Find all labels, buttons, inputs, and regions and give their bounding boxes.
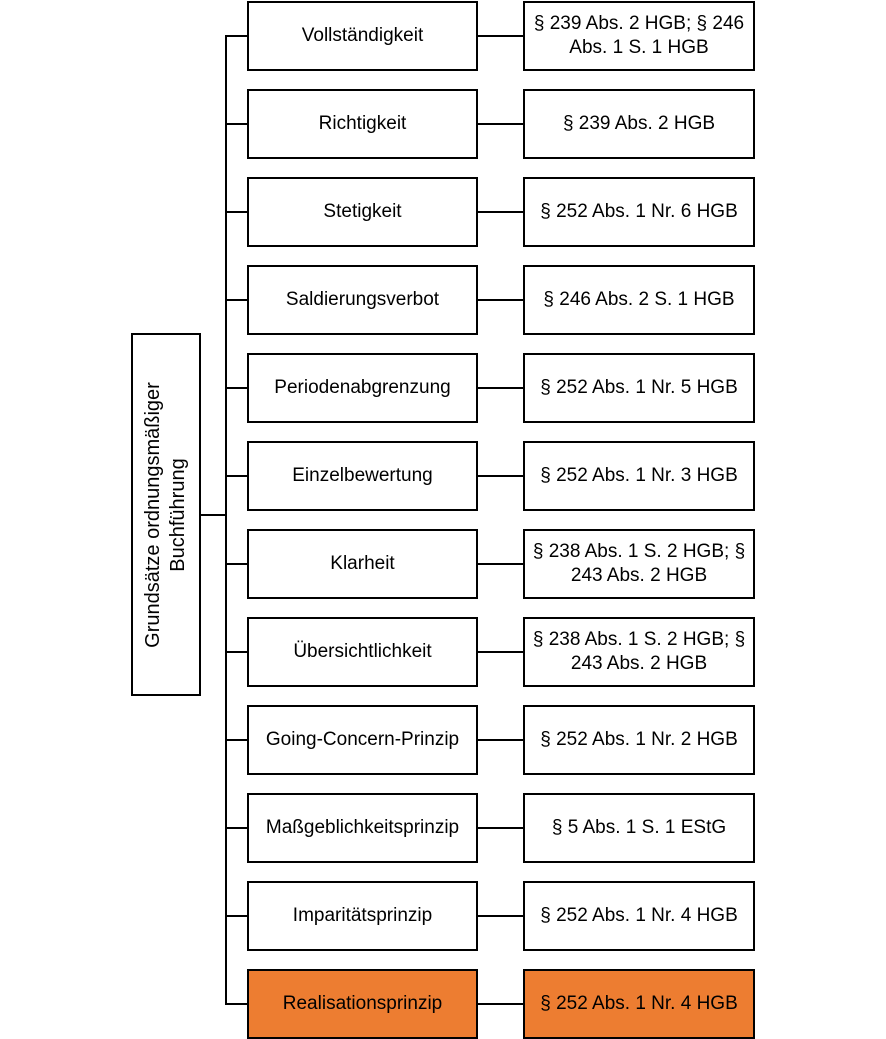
reference-node (523, 441, 755, 511)
reference-connector-line (478, 299, 523, 301)
reference-connector-line (478, 475, 523, 477)
reference-label: § 238 Abs. 1 S. 2 HGB; § 243 Abs. 2 HGB (532, 628, 746, 674)
principle-label: Periodenabgrenzung (274, 376, 451, 398)
branch-connector-line (225, 739, 247, 741)
principle-node (247, 265, 478, 335)
principle-label: Vollständigkeit (301, 24, 424, 46)
principle-node (247, 617, 478, 687)
principle-label: Stetigkeit (323, 200, 402, 222)
principle-label: Saldierungsverbot (285, 288, 440, 310)
reference-node (523, 881, 755, 951)
diagram-row (225, 793, 755, 863)
reference-label: § 246 Abs. 2 S. 1 HGB (543, 288, 735, 310)
principle-node (247, 1, 478, 71)
root-label: Grundsätze ordnungsmäßiger Buchführung (142, 381, 189, 648)
reference-node (523, 705, 755, 775)
branch-connector-line (225, 915, 247, 917)
branch-connector-line (225, 1003, 247, 1005)
branch-connector-line (225, 299, 247, 301)
principle-label: Imparitätsprinzip (292, 904, 433, 926)
diagram-row (225, 265, 755, 335)
principle-node (247, 353, 478, 423)
root-connector-line (199, 514, 226, 516)
reference-node (523, 353, 755, 423)
branch-connector-line (225, 35, 247, 37)
principle-node (247, 705, 478, 775)
branch-connector-line (225, 827, 247, 829)
reference-label: § 252 Abs. 1 Nr. 5 HGB (540, 376, 738, 398)
principle-node (247, 881, 478, 951)
reference-label: § 239 Abs. 2 HGB (562, 112, 716, 134)
diagram-row (225, 529, 755, 599)
diagram-row (225, 353, 755, 423)
rows-container (225, 1, 755, 1039)
reference-label: § 5 Abs. 1 S. 1 EStG (551, 816, 727, 838)
reference-connector-line (478, 563, 523, 565)
diagram-row (225, 441, 755, 511)
reference-node (523, 177, 755, 247)
diagram-row (225, 969, 755, 1039)
diagram-row (225, 705, 755, 775)
reference-label: § 252 Abs. 1 Nr. 4 HGB (540, 992, 738, 1014)
root-node (131, 333, 201, 696)
branch-connector-line (225, 475, 247, 477)
principle-label: Klarheit (330, 552, 395, 574)
principle-label: Going-Concern-Prinzip (265, 728, 460, 750)
reference-label: § 252 Abs. 1 Nr. 2 HGB (540, 728, 738, 750)
principle-label: Realisationsprinzip (282, 992, 443, 1014)
reference-node (523, 89, 755, 159)
principle-label: Richtigkeit (318, 112, 407, 134)
reference-node (523, 793, 755, 863)
diagram-row (225, 881, 755, 951)
reference-label: § 238 Abs. 1 S. 2 HGB; § 243 Abs. 2 HGB (532, 540, 746, 586)
branch-connector-line (225, 211, 247, 213)
branch-connector-line (225, 651, 247, 653)
principle-node (247, 89, 478, 159)
principle-label: Übersichtlichkeit (293, 640, 432, 662)
principle-node (247, 969, 478, 1039)
reference-label: § 239 Abs. 2 HGB; § 246 Abs. 1 S. 1 HGB (533, 12, 745, 58)
reference-connector-line (478, 739, 523, 741)
reference-connector-line (478, 915, 523, 917)
reference-node (523, 529, 755, 599)
principle-node (247, 177, 478, 247)
reference-connector-line (478, 35, 523, 37)
branch-connector-line (225, 563, 247, 565)
reference-connector-line (478, 123, 523, 125)
reference-connector-line (478, 387, 523, 389)
principle-label: Maßgeblichkeitsprinzip (265, 816, 460, 838)
reference-node (523, 969, 755, 1039)
branch-connector-line (225, 123, 247, 125)
reference-connector-line (478, 1003, 523, 1005)
diagram-row (225, 1, 755, 71)
reference-connector-line (478, 827, 523, 829)
reference-node (523, 265, 755, 335)
reference-connector-line (478, 651, 523, 653)
branch-connector-line (225, 387, 247, 389)
principle-node (247, 529, 478, 599)
reference-node (523, 617, 755, 687)
reference-label: § 252 Abs. 1 Nr. 4 HGB (540, 904, 738, 926)
reference-label: § 252 Abs. 1 Nr. 3 HGB (540, 464, 738, 486)
diagram-row (225, 89, 755, 159)
diagram-row (225, 617, 755, 687)
reference-connector-line (478, 211, 523, 213)
principle-node (247, 793, 478, 863)
reference-node (523, 1, 755, 71)
reference-label: § 252 Abs. 1 Nr. 6 HGB (540, 200, 738, 222)
diagram-row (225, 177, 755, 247)
principle-label: Einzelbewertung (292, 464, 433, 486)
principle-node (247, 441, 478, 511)
